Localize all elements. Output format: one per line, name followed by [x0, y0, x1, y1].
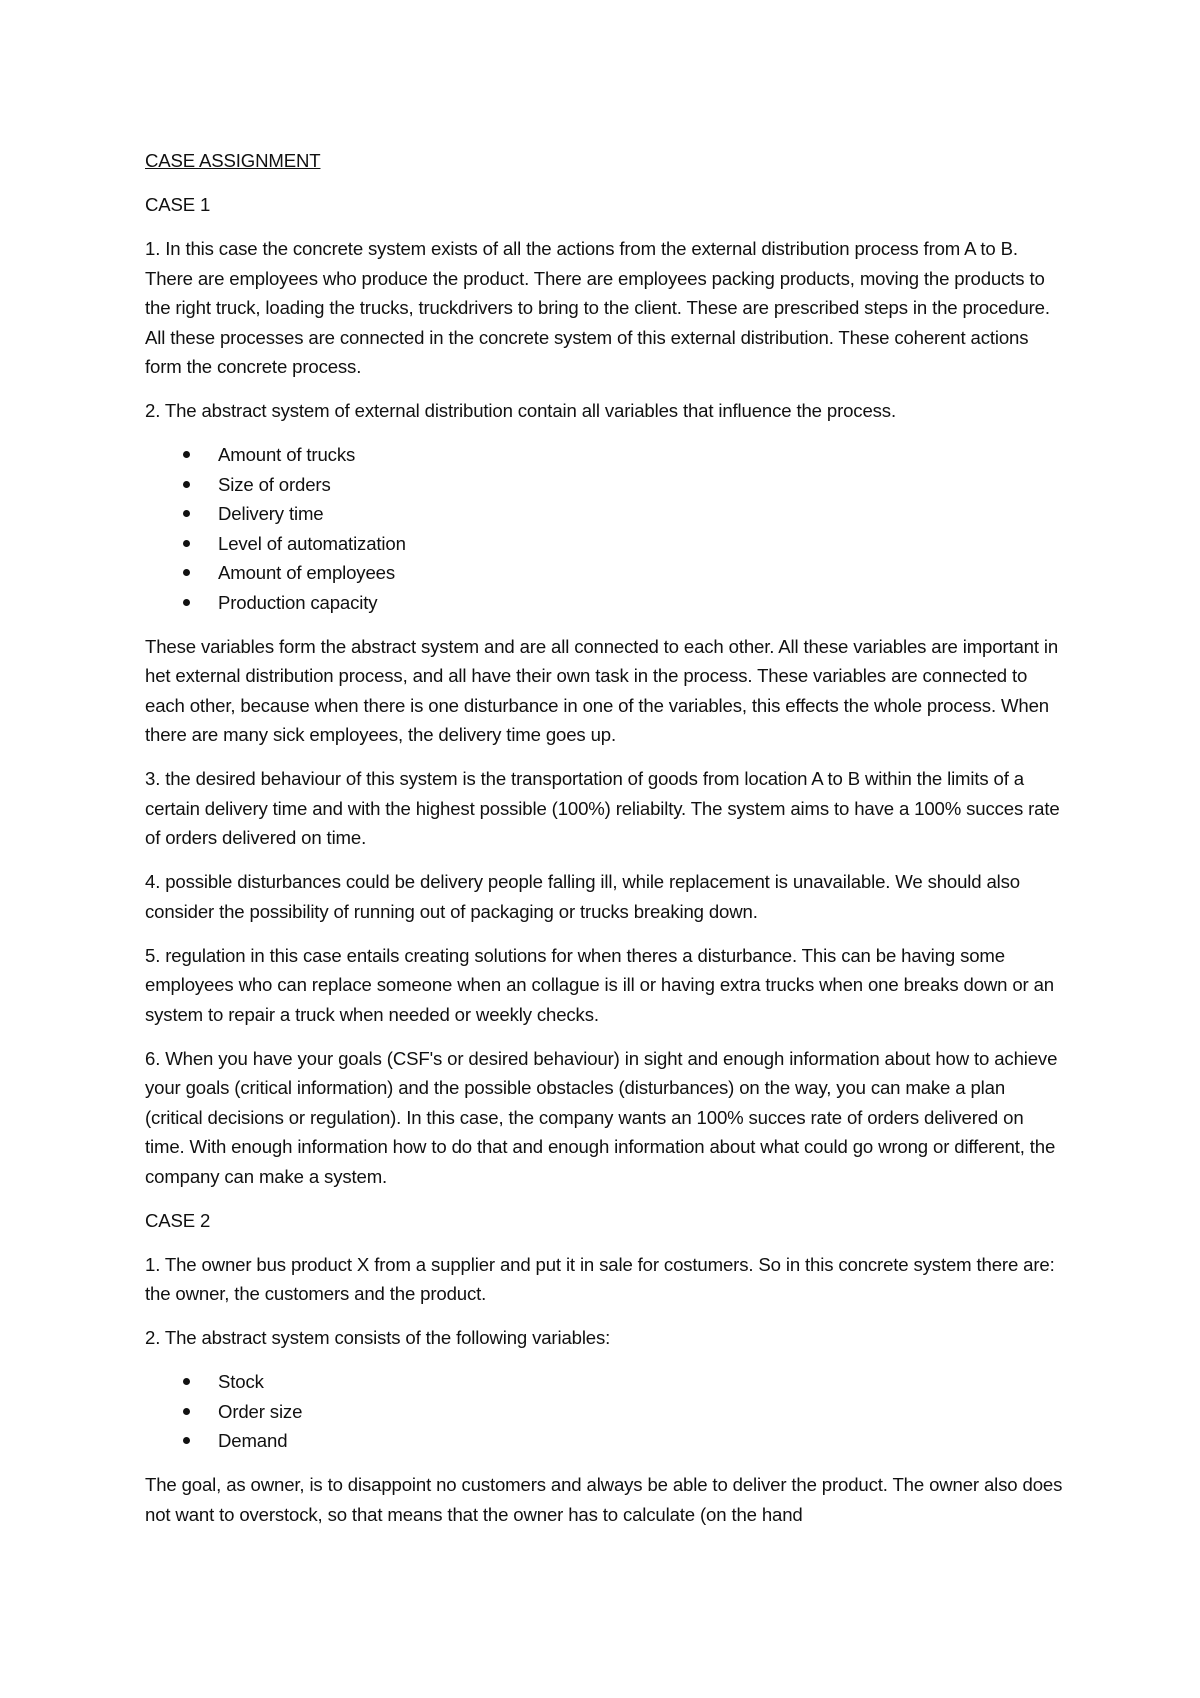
case1-paragraph-2: 2. The abstract system of external distribution contain all variables that influence the process.	[145, 400, 896, 421]
list-item	[145, 1367, 1065, 1397]
list-item-text: Demand	[218, 1430, 288, 1451]
case1-heading: CASE 1	[145, 194, 211, 215]
document-page	[145, 146, 1065, 1544]
case1-paragraph-4: 3. the desired behaviour of this system is the transportation of goods from location A to B within the limits of a certain delivery time and with the highest possible (100%) reliabilty. The system aims to have a 100% succes rate of orders delivered on time.	[145, 768, 1060, 848]
case1-paragraph-5: 4. possible disturbances could be delivery people falling ill, while replacement is unavailable. We should also consider the possibility of running out of packaging or trucks breaking down.	[145, 871, 1020, 922]
bullet-icon	[183, 451, 190, 458]
list-item-text: Delivery time	[218, 503, 324, 524]
list-item	[145, 1426, 1065, 1456]
case2-paragraph-2: 2. The abstract system consists of the following variables:	[145, 1327, 611, 1348]
case2-variables-list	[145, 1367, 1065, 1456]
list-item	[145, 558, 1065, 588]
list-item-text: Amount of trucks	[218, 444, 356, 465]
bullet-icon	[183, 510, 190, 517]
list-item	[145, 499, 1065, 529]
case1-variables-list	[145, 440, 1065, 617]
case1-paragraph-7: 6. When you have your goals (CSF's or desired behaviour) in sight and enough information about how to achieve your goals (critical information) and the possible obstacles (disturbances) on the way, you can make a plan (critical decisions or regulation). In this case, the company wants an 100% succes rate of orders delivered on time. With enough information how to do that and enough information about what could go wrong or different, the company can make a system.	[145, 1047, 1058, 1187]
case2-heading: CASE 2	[145, 1209, 211, 1231]
bullet-icon	[183, 599, 190, 606]
bullet-icon	[183, 569, 190, 576]
case1-paragraph-3: These variables form the abstract system and are all connected to each other. All these variables are important in het external distribution process, and all have their own task in the process. These variables are connected to each other, because when there is one disturbance in one of the variables, this effects the whole process. When there are many sick employees, the delivery time goes up.	[145, 635, 1059, 745]
list-item-text: Production capacity	[218, 591, 378, 613]
bullet-icon	[183, 540, 190, 547]
document-title: CASE ASSIGNMENT	[145, 150, 321, 171]
list-item	[145, 588, 1065, 618]
list-item	[145, 470, 1065, 500]
list-item-text: Stock	[218, 1371, 264, 1392]
list-item	[145, 529, 1065, 559]
list-item-text: Level of automatization	[218, 532, 406, 554]
list-item-text: Order size	[218, 1400, 303, 1422]
list-item-text: Size of orders	[218, 473, 331, 495]
list-item	[145, 1397, 1065, 1427]
case1-paragraph-1: 1. In this case the concrete system exists of all the actions from the external distribution process from A to B. There are employees who produce the product. There are employees packing products, moving the products to the right truck, loading the trucks, truckdrivers to bring to the client. These are prescribed steps in the procedure. All these processes are connected in the concrete system of this external distribution. These coherent actions form the concrete process.	[145, 238, 1050, 377]
case2-paragraph-1: 1. The owner bus product X from a supplier and put it in sale for costumers. So in this concrete system there are: the owner, the customers and the product.	[145, 1253, 1055, 1304]
case1-paragraph-6: 5. regulation in this case entails creating solutions for when theres a disturbance. This can be having some employees who can replace someone when an collague is ill or having extra trucks when one breaks down or an system to repair a truck when needed or weekly checks.	[145, 944, 1054, 1025]
bullet-icon	[183, 481, 190, 488]
list-item	[145, 440, 1065, 470]
bullet-icon	[183, 1378, 190, 1385]
list-item-text: Amount of employees	[218, 562, 395, 583]
bullet-icon	[183, 1437, 190, 1444]
bullet-icon	[183, 1408, 190, 1415]
case2-paragraph-3: The goal, as owner, is to disappoint no customers and always be able to deliver the product. The owner also does not want to overstock, so that means that the owner has to calculate (on the hand	[145, 1474, 1063, 1525]
